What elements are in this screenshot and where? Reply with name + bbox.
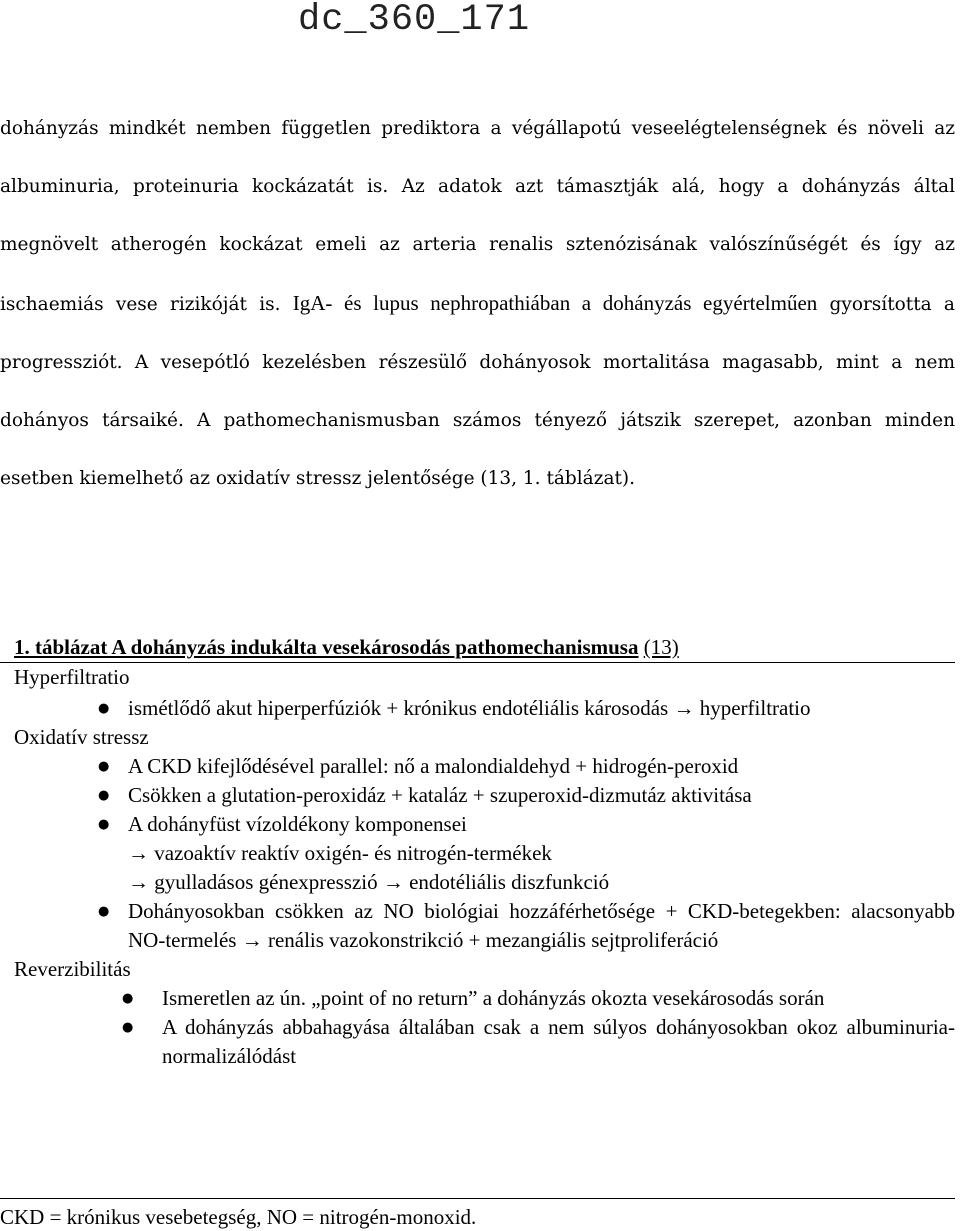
list-item: ● A dohányzás abbahagyása általában csak a nem súlyos dohányosokban okoz albuminuria-normalizálódást [14,1013,955,1071]
list-item: ● Csökken a glutation-peroxidáz + kataláz + szuperoxid-dizmutáz aktivitása [14,781,955,810]
table-footnote: CKD = krónikus vesebetegség, NO = nitrogén-monoxid. [0,1205,477,1229]
section-oxidativ-stressz [14,723,955,955]
list-item: ● A CKD kifejlődésével parallel: nő a malondialdehyd + hidrogén-peroxid [14,752,955,781]
section-heading: Hyperfiltratio [14,665,130,689]
list-item: ● Ismeretlen az ún. „point of no return” a dohányzás okozta vesekárosodás során [14,984,955,1013]
paragraph-part-4: A pathomechanismusban számos tényező játszik szerepet, azonban minden esetben kiemelhető az oxidatív stressz jelentősége (13, 1. táblázat). [0,410,955,489]
paragraph-part-1: dohányzás mindkét nemben független prediktora a végállapotú veseelégtelenségnek és növeli az albuminuria, proteinuria kockázatát is. Az adatok azt támasztják alá, hogy a dohányzás által megnövelt atherogén kockázat emeli az arteria renalis sztenózisának valószínűségét és így az ischaemiás vese rizikóját is. [0,118,955,315]
table-title-text: 1. táblázat A dohányzás indukálta vesekárosodás pathomechanismusa [14,635,639,659]
list-item: ● ismétlődő akut hiperperfúziók + krónikus endotéliális károsodás → hyperfiltratio [14,694,955,723]
table-title [0,633,955,663]
section-hyperfiltratio [14,663,955,723]
table-title-reference: (13) [643,635,679,659]
sub-line: → vazoaktív reaktív oxigén- és nitrogén-termékek [128,841,552,865]
paragraph-part-3: gyorsította a progressziót. A vesepótló kezelésben részesülő dohányosok mortalitása magasabb, mint a nem dohányos társaiké. [0,294,955,431]
page-header-id: dc_360_171 [298,0,531,41]
paragraph-part-2: IgA- és lupus nephropathiában a dohányzás egyértelműen [292,291,818,315]
section-reverzibilitas [14,955,955,1071]
list-item-text: A dohányfüst vízoldékony komponensei [128,812,467,836]
section-heading: Reverzibilitás [14,957,131,981]
section-heading: Oxidatív stressz [14,725,149,749]
body-paragraph [0,100,955,508]
list-item [14,810,955,897]
table-1 [14,633,955,1071]
list-item: ● Dohányosokban csökken az NO biológiai hozzáférhetősége + CKD-betegekben: alacsonyabb NO-termelés → renális vazokonstrikció + mezangiális sejtproliferáció [14,897,955,955]
sub-list [128,839,955,897]
sub-line: → gyulladásos génexpresszió → endotéliális diszfunkció [128,870,610,894]
table-bottom-rule [0,1198,955,1199]
